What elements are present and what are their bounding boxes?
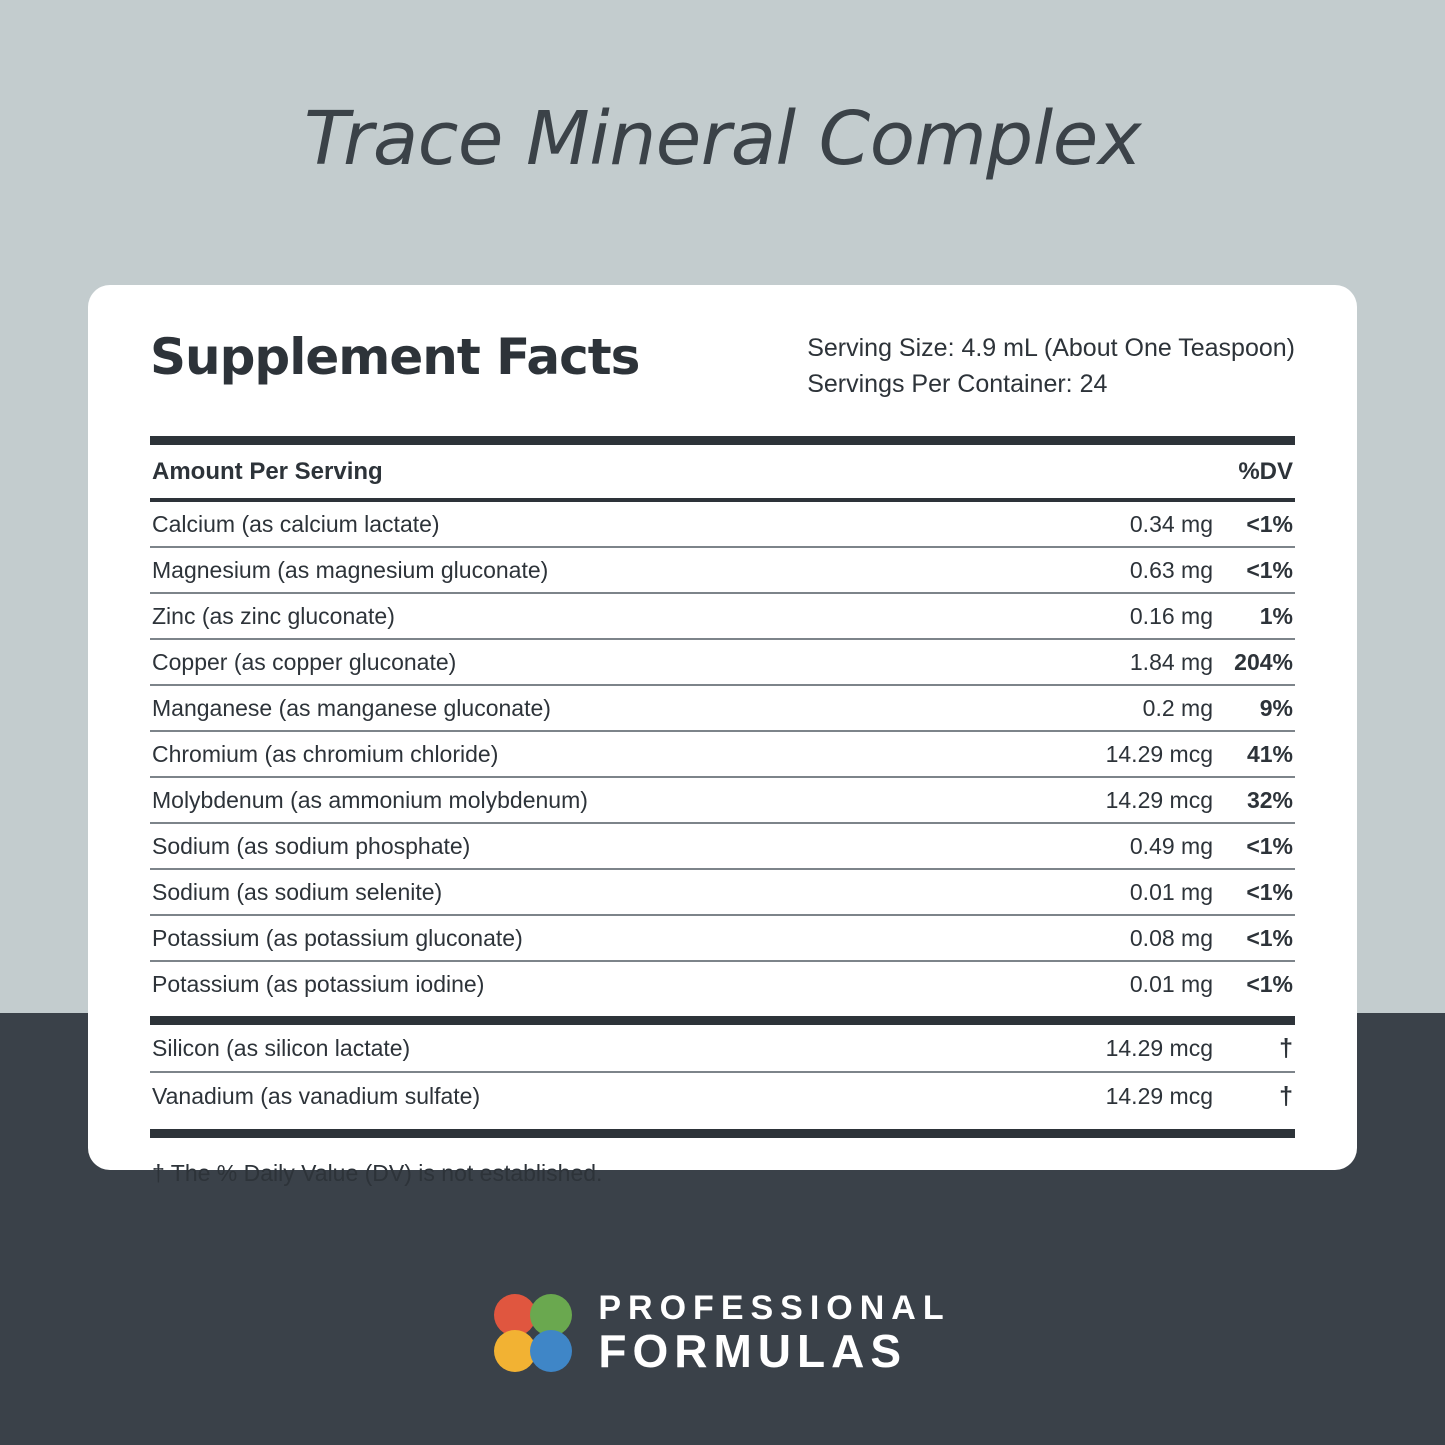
table-row (150, 502, 1295, 546)
nutrient-dv: † (1279, 1082, 1293, 1110)
serving-info (807, 321, 1295, 402)
nutrient-name: Chromium (as chromium chloride) (152, 741, 499, 767)
nutrient-dv: 41% (1246, 741, 1293, 767)
nutrient-amount: 0.34 mg (1129, 511, 1213, 537)
nutrient-name: Vanadium (as vanadium sulfate) (152, 1083, 481, 1109)
brand-name (598, 1290, 950, 1376)
nutrient-name: Potassium (as potassium iodine) (152, 971, 485, 997)
nutrient-amount: 14.29 mcg (1105, 787, 1213, 813)
nutrient-dv: <1% (1246, 511, 1293, 537)
supplement-facts-title: Supplement Facts (150, 328, 640, 386)
divider-thick-middle (150, 1016, 1295, 1025)
table-row (150, 1073, 1295, 1119)
nutrient-dv: 1% (1259, 603, 1293, 629)
nutrient-name: Molybdenum (as ammonium molybdenum) (152, 787, 588, 813)
table-row (150, 640, 1295, 684)
nutrient-amount: 0.01 mg (1129, 971, 1213, 997)
footnote: † The % Daily Value (DV) is not established. (152, 1160, 603, 1186)
table-row (150, 962, 1295, 1006)
table-row (150, 594, 1295, 638)
nutrient-amount: 0.49 mg (1129, 833, 1213, 859)
logo-petal-blue (530, 1330, 572, 1372)
table-row (150, 732, 1295, 776)
nutrient-dv: 9% (1259, 695, 1293, 721)
table-header-row (150, 445, 1295, 498)
nutrient-dv: <1% (1246, 971, 1293, 997)
nutrient-name: Sodium (as sodium selenite) (152, 879, 443, 905)
table-row (150, 686, 1295, 730)
nutrient-amount: 0.2 mg (1142, 695, 1213, 721)
supplement-facts-panel (88, 285, 1357, 1186)
divider-thick-top (150, 436, 1295, 445)
nutrient-name: Copper (as copper gluconate) (152, 649, 457, 675)
nutrient-name: Potassium (as potassium gluconate) (152, 925, 523, 951)
column-header-dv: %DV (1238, 458, 1293, 485)
nutrient-dv: 32% (1246, 787, 1293, 813)
nutrient-amount: 0.63 mg (1129, 557, 1213, 583)
nutrient-amount: 0.16 mg (1129, 603, 1213, 629)
nutrient-name: Sodium (as sodium phosphate) (152, 833, 471, 859)
nutrient-dv: <1% (1246, 557, 1293, 583)
nutrient-name: Magnesium (as magnesium gluconate) (152, 557, 549, 583)
supplement-facts-header (150, 321, 1295, 402)
nutrient-amount: 14.29 mcg (1105, 741, 1213, 767)
table-row (150, 548, 1295, 592)
table-row (150, 916, 1295, 960)
page-title: Trace Mineral Complex (303, 96, 1142, 182)
nutrient-dv: <1% (1246, 879, 1293, 905)
table-row (150, 778, 1295, 822)
brand-line-2: FORMULAS (598, 1324, 908, 1377)
nutrient-name: Zinc (as zinc gluconate) (152, 603, 395, 629)
nutrient-amount: 1.84 mg (1129, 649, 1213, 675)
nutrient-dv: † (1279, 1034, 1293, 1062)
nutrient-amount: 0.01 mg (1129, 879, 1213, 905)
nutrient-name: Manganese (as manganese gluconate) (152, 695, 551, 721)
nutrient-dv: <1% (1246, 925, 1293, 951)
serving-size: Serving Size: 4.9 mL (About One Teaspoon) (807, 334, 1295, 362)
nutrient-amount: 0.08 mg (1129, 925, 1213, 951)
servings-per-container: Servings Per Container: 24 (807, 369, 1108, 398)
nutrient-name: Calcium (as calcium lactate) (152, 511, 440, 537)
nutrient-amount: 14.29 mcg (1105, 1083, 1213, 1109)
column-header-amount: Amount Per Serving (152, 458, 383, 485)
four-petal-logo-icon (494, 1294, 572, 1372)
nutrient-name: Silicon (as silicon lactate) (152, 1035, 411, 1061)
table-row (150, 1025, 1295, 1071)
brand-line-1: PROFESSIONAL (598, 1289, 951, 1327)
table-row (150, 870, 1295, 914)
divider-thick-bottom (150, 1129, 1295, 1138)
nutrient-dv: <1% (1246, 833, 1293, 859)
nutrient-amount: 14.29 mcg (1105, 1035, 1213, 1061)
table-row (150, 824, 1295, 868)
brand-lockup (0, 1290, 1445, 1376)
nutrient-dv: 204% (1234, 649, 1293, 675)
